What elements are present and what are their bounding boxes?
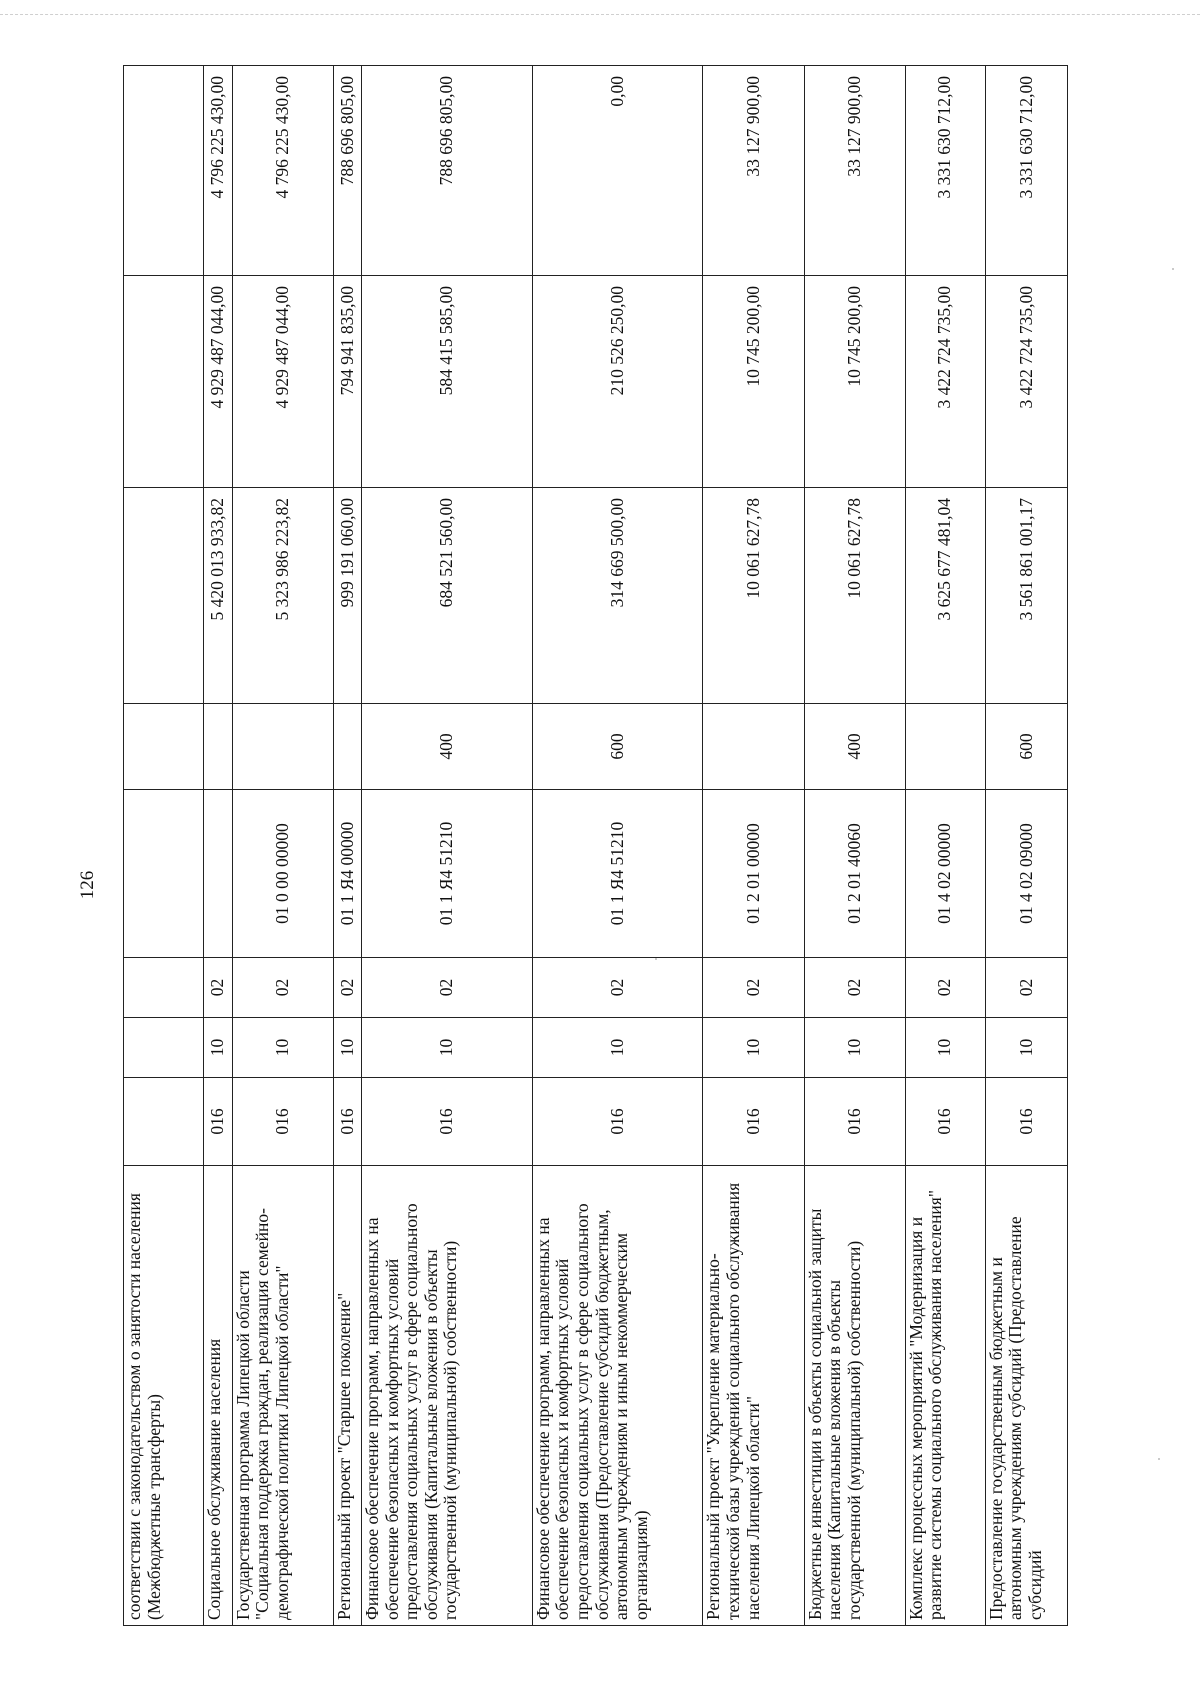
- table-row: [804, 66, 905, 1626]
- expense-type-cell: 400: [804, 704, 905, 790]
- sum-year2-cell: 210 526 250,00: [532, 276, 703, 488]
- subsection-cell: [124, 958, 204, 1018]
- sum-year2-cell: [124, 276, 204, 488]
- subsection-cell: 02: [362, 958, 533, 1018]
- sum-year2-cell: 3 422 724 735,00: [985, 276, 1067, 488]
- table-row: [905, 66, 985, 1626]
- sum-year1-cell: 3 561 861 001,17: [985, 488, 1067, 704]
- expense-type-cell: [703, 704, 804, 790]
- page-number: 126: [77, 870, 98, 900]
- grbs-cell: 016: [905, 1078, 985, 1166]
- row-name: Комплекс процессных мероприятий "Модернизация и развитие системы социального обслуживания населения": [905, 1166, 985, 1626]
- sum-year1-cell: 5 420 013 933,82: [204, 488, 232, 704]
- row-name: Региональный проект "Укрепление материально-технической базы учреждений социального обслуживания населения Липецкой области": [703, 1166, 804, 1626]
- sum-year3-cell: 4 796 225 430,00: [232, 66, 333, 276]
- sum-year3-cell: 3 331 630 712,00: [985, 66, 1067, 276]
- expense-type-cell: [124, 704, 204, 790]
- row-name: Предоставление государственным бюджетным и автономным учреждениям субсидий (Предоставление субсидий: [985, 1166, 1067, 1626]
- sum-year1-cell: 10 061 627,78: [703, 488, 804, 704]
- scan-speck: [1158, 1458, 1160, 1460]
- section-cell: 10: [532, 1018, 703, 1078]
- table-row: [532, 66, 703, 1626]
- grbs-cell: 016: [532, 1078, 703, 1166]
- subsection-cell: 02: [703, 958, 804, 1018]
- target-article-cell: 01 4 02 09000: [985, 790, 1067, 958]
- sum-year1-cell: 10 061 627,78: [804, 488, 905, 704]
- sum-year2-cell: 584 415 585,00: [362, 276, 533, 488]
- expense-type-cell: 600: [532, 704, 703, 790]
- table-row: [703, 66, 804, 1626]
- sum-year1-cell: 999 191 060,00: [333, 488, 361, 704]
- target-article-cell: 01 0 00 00000: [232, 790, 333, 958]
- sum-year2-cell: 794 941 835,00: [333, 276, 361, 488]
- sum-year3-cell: 33 127 900,00: [804, 66, 905, 276]
- sum-year1-cell: 314 669 500,00: [532, 488, 703, 704]
- budget-table: [123, 65, 1068, 1626]
- subsection-cell: 02: [532, 958, 703, 1018]
- budget-table-rotated: [123, 66, 1068, 1626]
- table-row: [124, 66, 204, 1626]
- row-name: Финансовое обеспечение программ, направленных на обеспечение безопасных и комфортных условий предоставления социальных услуг в сфере социального обслуживания (Предоставление субсидий бюджетным, автономным учреждениям и иным некоммерческим организациям): [532, 1166, 703, 1626]
- sum-year2-cell: 4 929 487 044,00: [232, 276, 333, 488]
- target-article-cell: 01 1 Я4 00000: [333, 790, 361, 958]
- section-cell: 10: [804, 1018, 905, 1078]
- subsection-cell: 02: [333, 958, 361, 1018]
- expense-type-cell: [204, 704, 232, 790]
- sum-year3-cell: 4 796 225 430,00: [204, 66, 232, 276]
- sum-year3-cell: 3 331 630 712,00: [905, 66, 985, 276]
- row-name: Финансовое обеспечение программ, направленных на обеспечение безопасных и комфортных условий предоставления социальных услуг в сфере социального обслуживания (Капитальные вложения в объекты государственной (муниципальной) собственности): [362, 1166, 533, 1626]
- grbs-cell: 016: [232, 1078, 333, 1166]
- target-article-cell: 01 2 01 40060: [804, 790, 905, 958]
- section-cell: 10: [905, 1018, 985, 1078]
- sum-year3-cell: 788 696 805,00: [362, 66, 533, 276]
- row-name: Региональный проект "Старшее поколение": [333, 1166, 361, 1626]
- scan-speck: [655, 958, 657, 960]
- table-row: [204, 66, 232, 1626]
- sum-year2-cell: 10 745 200,00: [703, 276, 804, 488]
- scan-edge-line: [0, 14, 1200, 15]
- sum-year2-cell: 3 422 724 735,00: [905, 276, 985, 488]
- row-name: Бюджетные инвестиции в объекты социальной защиты населения (Капитальные вложения в объекты государственной (муниципальной) собственности): [804, 1166, 905, 1626]
- subsection-cell: 02: [985, 958, 1067, 1018]
- grbs-cell: 016: [333, 1078, 361, 1166]
- target-article-cell: 01 4 02 00000: [905, 790, 985, 958]
- sum-year2-cell: 4 929 487 044,00: [204, 276, 232, 488]
- section-cell: [124, 1018, 204, 1078]
- target-article-cell: 01 2 01 00000: [703, 790, 804, 958]
- sum-year3-cell: 33 127 900,00: [703, 66, 804, 276]
- subsection-cell: 02: [804, 958, 905, 1018]
- subsection-cell: 02: [905, 958, 985, 1018]
- row-name: соответствии с законодательством о занятости населения (Межбюджетные трансферты): [124, 1166, 204, 1626]
- target-article-cell: 01 1 Я4 51210: [362, 790, 533, 958]
- sum-year3-cell: [124, 66, 204, 276]
- expense-type-cell: 600: [985, 704, 1067, 790]
- sum-year2-cell: 10 745 200,00: [804, 276, 905, 488]
- sum-year1-cell: 5 323 986 223,82: [232, 488, 333, 704]
- section-cell: 10: [985, 1018, 1067, 1078]
- grbs-cell: [124, 1078, 204, 1166]
- sum-year1-cell: 3 625 677 481,04: [905, 488, 985, 704]
- sum-year3-cell: 0,00: [532, 66, 703, 276]
- sum-year1-cell: 684 521 560,00: [362, 488, 533, 704]
- grbs-cell: 016: [703, 1078, 804, 1166]
- table-row: [232, 66, 333, 1626]
- section-cell: 10: [204, 1018, 232, 1078]
- section-cell: 10: [333, 1018, 361, 1078]
- section-cell: 10: [232, 1018, 333, 1078]
- expense-type-cell: [333, 704, 361, 790]
- section-cell: 10: [703, 1018, 804, 1078]
- row-name: Социальное обслуживание населения: [204, 1166, 232, 1626]
- sum-year3-cell: 788 696 805,00: [333, 66, 361, 276]
- sum-year1-cell: [124, 488, 204, 704]
- table-row: [362, 66, 533, 1626]
- scan-speck: [1172, 268, 1174, 270]
- grbs-cell: 016: [804, 1078, 905, 1166]
- expense-type-cell: 400: [362, 704, 533, 790]
- target-article-cell: [124, 790, 204, 958]
- table-row: [333, 66, 361, 1626]
- grbs-cell: 016: [362, 1078, 533, 1166]
- row-name: Государственная программа Липецкой области "Социальная поддержка граждан, реализация семейно-демографической политики Липецкой области": [232, 1166, 333, 1626]
- expense-type-cell: [232, 704, 333, 790]
- table-row: [985, 66, 1067, 1626]
- target-article-cell: 01 1 Я4 51210: [532, 790, 703, 958]
- section-cell: 10: [362, 1018, 533, 1078]
- subsection-cell: 02: [204, 958, 232, 1018]
- grbs-cell: 016: [204, 1078, 232, 1166]
- subsection-cell: 02: [232, 958, 333, 1018]
- grbs-cell: 016: [985, 1078, 1067, 1166]
- expense-type-cell: [905, 704, 985, 790]
- target-article-cell: [204, 790, 232, 958]
